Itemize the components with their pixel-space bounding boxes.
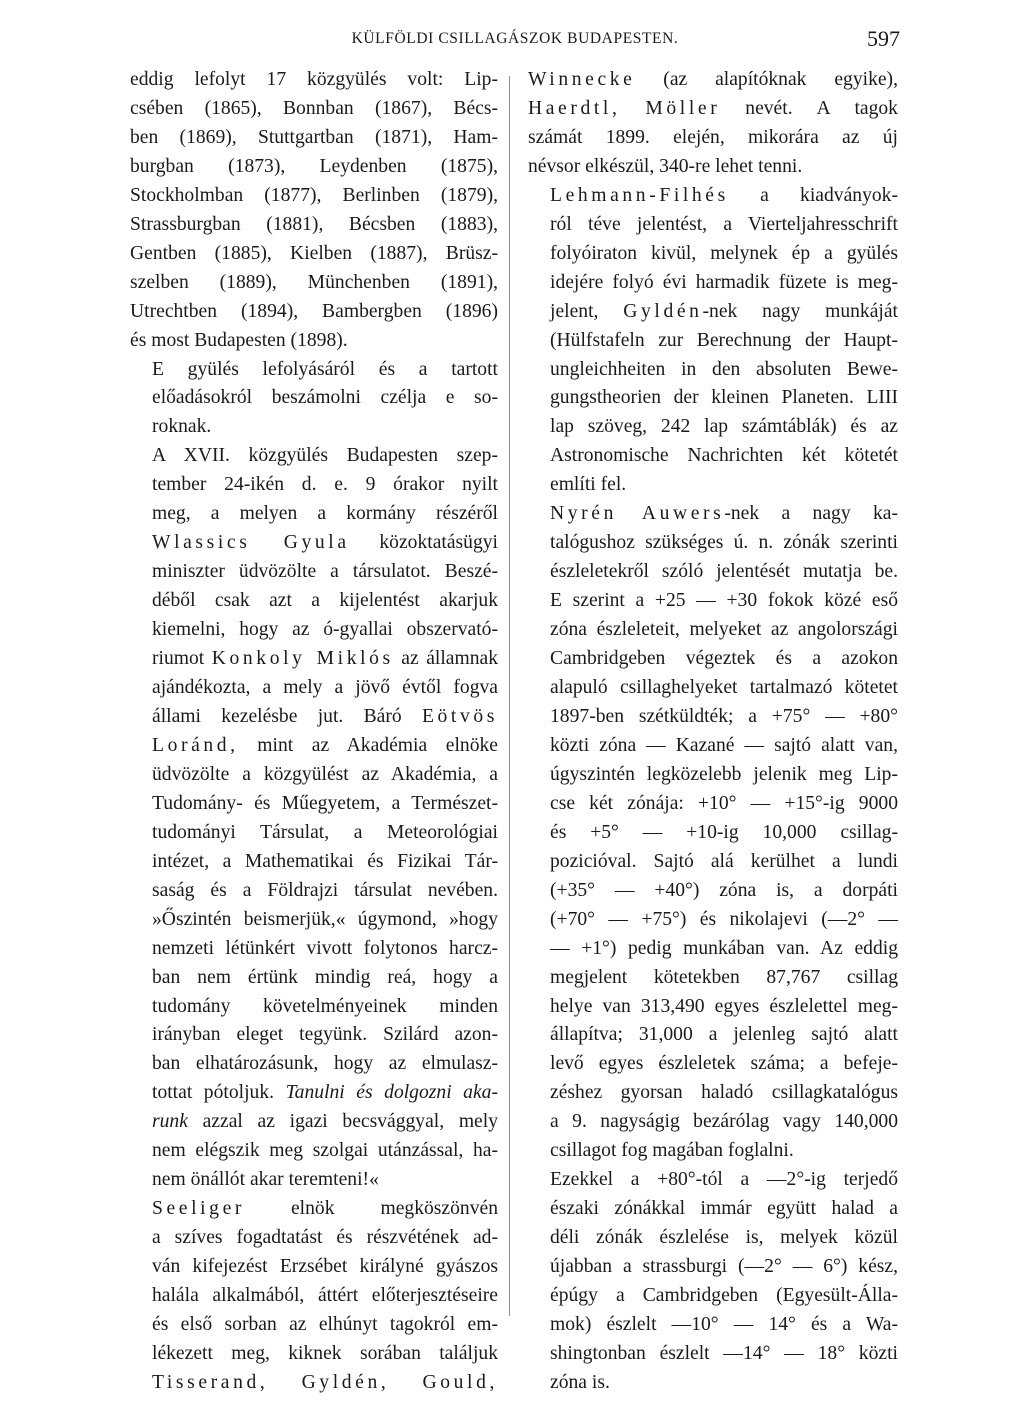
text-line: meg, a melyen a kormány részéről: [152, 503, 498, 525]
text-line: pozicióval. Sajtó alá kerülhet a lundi: [550, 850, 898, 872]
text-line: Strassburgban (1881), Bécsben (1883),: [130, 213, 498, 235]
text-line: zéshez gyorsan haladó csillagkatalógus: [550, 1082, 898, 1104]
text-line: nemzeti létünkért vivott folytonos harcz-: [152, 937, 498, 959]
text-line: Astronomische Nachrichten két kötetét: [550, 445, 898, 467]
text-line: A XVII. közgyülés Budapesten szep-: [152, 445, 498, 467]
text-line: lékezett meg, kiknek sorában találjuk: [152, 1342, 498, 1364]
text-line: 1897-ben szétküldték; a +75° — +80°: [550, 705, 898, 727]
person-name: Winnecke: [528, 69, 636, 90]
person-name: Konkoly Miklós: [211, 648, 394, 670]
text-line: kiemelni, hogy az ó-gyallai obszervató-: [152, 619, 498, 641]
person-name: Eötvös: [421, 705, 498, 727]
person-name: Loránd,: [152, 734, 239, 756]
text-line: újabban a strassburgi (—2° — 6°) kész,: [550, 1256, 898, 1278]
text-line: lap szöveg, 242 lap számtáblák) és az: [550, 416, 898, 438]
text-line: runk azzal az igazi becsvággyal, mely: [152, 1111, 498, 1133]
text-line: csében (1865), Bonnban (1867), Bécs-: [130, 97, 498, 119]
running-title: KÜLFÖLDI CSILLAGÁSZOK BUDAPESTEN.: [351, 30, 679, 47]
person-name: Gould,: [422, 1371, 498, 1393]
text-line: ungleichheiten in den absoluten Bewe-: [550, 358, 898, 380]
right-column: [528, 66, 898, 1398]
text-line: shingtonban észlelt —14° — 18° közti: [550, 1342, 898, 1364]
text-line: Winnecke (az alapítóknak egyike),: [528, 69, 898, 90]
text-line: tudományi Társulat, a Meteorológiai: [152, 821, 498, 843]
text-line: — +1°) pedig munkában van. Az eddig: [550, 937, 898, 959]
text-line: ván kifejezést Erzsébet királyné gyászos: [152, 1256, 498, 1278]
text-line: folyóiraton kivül, melynek ép a gyülés: [550, 242, 898, 264]
text-line: E gyülés lefolyásáról és a tartott: [152, 358, 498, 380]
text-line: »Őszintén beismerjük,« úgymond, »hogy: [152, 908, 498, 930]
text-line: halála alkalmából, áttért előterjesztéseire: [152, 1285, 498, 1307]
text-line: üdvözölte a közgyülést az Akadémia, a: [152, 763, 498, 785]
text-line: jelent, Gyldén-nek nagy munkáját: [550, 300, 898, 322]
column-divider: [509, 76, 510, 1316]
page-number: 597: [867, 26, 900, 51]
paragraph: [130, 356, 498, 443]
text-line: előadásokról beszámolni czélja e so-: [152, 387, 498, 409]
text-line: (+35° — +40°) zóna is, a dorpáti: [550, 879, 898, 901]
text-line: burgban (1873), Leydenben (1875),: [130, 155, 498, 177]
text-line: cse két zónája: +10° — +15°-ig 9000: [550, 792, 898, 814]
text-line: állapítva; 31,000 a jelenleg sajtó alatt: [550, 1024, 898, 1046]
text-line: (+70° — +75°) és nikolajevi (—2° —: [550, 908, 898, 930]
text-line: nem önállót akar teremteni!«: [152, 1169, 379, 1191]
text-line: csillagot fog magában foglalni.: [550, 1140, 794, 1162]
text-line: Haerdtl, Möller nevét. A tagok: [528, 97, 898, 119]
text-line: talógushoz szükséges ú. n. zónák szerinti: [550, 532, 898, 554]
text-line: Loránd, mint az Akadémia elnöke: [152, 734, 498, 756]
text-line: idejére folyó évi harmadik füzete is meg-: [550, 271, 898, 293]
text-line: zóna is.: [550, 1371, 610, 1393]
text-line: nem elégszik meg szolgai utánzással, ha-: [152, 1140, 498, 1162]
paragraph: [528, 1166, 898, 1398]
person-name: Gyldén: [623, 300, 703, 322]
text-line: és első sorban az elhúnyt tagokról em-: [152, 1313, 498, 1335]
text-line: épúgy a Cambridgeben (Egyesült-Álla-: [550, 1285, 898, 1307]
text-line: számát 1899. elején, mikorára az új: [528, 126, 898, 148]
text-line: úgyszintén legközelebb jelenik meg Lip-: [550, 763, 898, 785]
text-line: állami kezelésbe jut. Báró Eötvös: [152, 705, 498, 727]
text-line: roknak.: [152, 416, 212, 438]
left-column: [130, 66, 498, 1398]
text-line: [130, 1369, 498, 1398]
text-line: zóna észleleteit, melyeket az angolországi: [550, 619, 898, 641]
text-line: Utrechtben (1894), Bambergben (1896): [130, 300, 498, 322]
text-line: Tudomány- és Műegyetem, a Természet-: [152, 792, 498, 814]
text-line: Cambridgeben végeztek és a azokon: [550, 648, 898, 670]
text-line: helye van 313,490 egyes észlelettel meg-: [550, 995, 898, 1017]
text-line: mok) észlelt —10° — 14° és a Wa-: [550, 1313, 898, 1335]
text-line: északi zónákkal immár együtt halad a: [550, 1198, 898, 1220]
text-line: ról téve jelentést, a Vierteljahresschrift: [550, 213, 898, 235]
text-line: riumot Konkoly Miklós az államnak: [152, 648, 499, 670]
text-line: déli zónák észlelése is, melyek közül: [550, 1227, 898, 1249]
text-line: Lehmann-Filhés a kiadványok-: [550, 184, 898, 206]
text-line: ban nem értünk mindig reá, hogy a: [152, 966, 498, 988]
text-line: déből csak azt a kijelentést akarjuk: [152, 590, 498, 612]
text-line: saság és a Földrajzi társulat nevében.: [152, 879, 498, 901]
person-name: Nyrén Auwers: [550, 503, 725, 525]
person-name: Lehmann-Filhés: [550, 184, 729, 206]
text-line: a 9. nagyságig bezárólag vagy 140,000: [550, 1111, 898, 1133]
text-line: Seeliger elnök megköszönvén: [152, 1198, 498, 1220]
page-header: [130, 26, 900, 56]
text-line: Wlassics Gyula közoktatásügyi: [152, 532, 498, 554]
paragraph: [130, 1195, 498, 1398]
text-line: intézet, a Mathematikai és Fizikai Tár-: [152, 850, 498, 872]
text-line: ban elhatározásunk, hogy az elmulasz-: [152, 1053, 498, 1075]
text-line: alapuló csillaghelyeket tartalmazó kötetet: [550, 677, 898, 699]
text-line: említi fel.: [550, 474, 627, 496]
person-name: Tisserand,: [152, 1371, 269, 1393]
paragraph: [130, 442, 498, 1195]
paragraph: [528, 182, 898, 500]
text-line: szelben (1889), Münchenben (1891),: [130, 271, 498, 293]
text-line: (Hülfstafeln zur Berechnung der Haupt-: [550, 329, 898, 351]
text-line: névsor elkészül, 340-re lehet tenni.: [528, 155, 803, 177]
paragraph: [130, 66, 498, 356]
person-name: Seeliger: [152, 1198, 245, 1220]
text-line: gungstheorien der kleinen Planeten. LIII: [550, 387, 898, 409]
text-line: tember 24-ikén d. e. 9 órakor nyilt: [152, 474, 498, 496]
text-line: és most Budapesten (1898).: [130, 329, 348, 351]
italic-quote: runk: [152, 1111, 188, 1133]
text-line: levő egyes észleletek száma; a befeje-: [550, 1053, 898, 1075]
text-line: Gentben (1885), Kielben (1887), Brüsz-: [130, 242, 498, 264]
text-line: irányban eleget tegyünk. Szilárd azon-: [152, 1024, 498, 1046]
italic-quote: Tanulni és dolgozni aka-: [285, 1082, 498, 1104]
person-name: Möller: [645, 97, 721, 119]
person-name: Wlassics Gyula: [152, 532, 350, 554]
text-line: E szerint a +25 — +30 fokok közé eső: [550, 590, 898, 612]
person-name: Haerdtl,: [528, 97, 621, 119]
text-line: tudomány követelményeinek minden: [152, 995, 498, 1017]
text-line: miniszter üdvözölte a társulatot. Beszé-: [152, 561, 498, 583]
text-line: ajándékozta, a mely a jövő évtől fogva: [152, 677, 498, 699]
text-line: észleletekről szóló jelentését mutatja be.: [550, 561, 898, 583]
text-line: Ezekkel a +80°-tól a —2°-ig terjedő: [550, 1169, 898, 1191]
text-line: ben (1869), Stuttgartban (1871), Ham-: [130, 126, 498, 148]
text-line: Nyrén Auwers-nek a nagy ka-: [550, 503, 898, 525]
text-line: tottat pótoljuk. Tanulni és dolgozni aka-: [152, 1082, 498, 1104]
paragraph: [528, 500, 898, 1166]
text-line: a szíves fogadtatást és részvétének ad-: [152, 1227, 498, 1249]
text-line: közti zóna — Kazané — sajtó alatt van,: [550, 734, 898, 756]
text-line: Stockholmban (1877), Berlinben (1879),: [130, 184, 498, 206]
text-line: eddig lefolyt 17 közgyülés volt: Lip-: [130, 69, 498, 90]
person-name: Gyldén,: [301, 1371, 390, 1393]
text-line: és +5° — +10-ig 10,000 csillag-: [550, 821, 898, 843]
text-line: megjelent kötetekben 87,767 csillag: [550, 966, 898, 988]
paragraph: [528, 66, 898, 182]
